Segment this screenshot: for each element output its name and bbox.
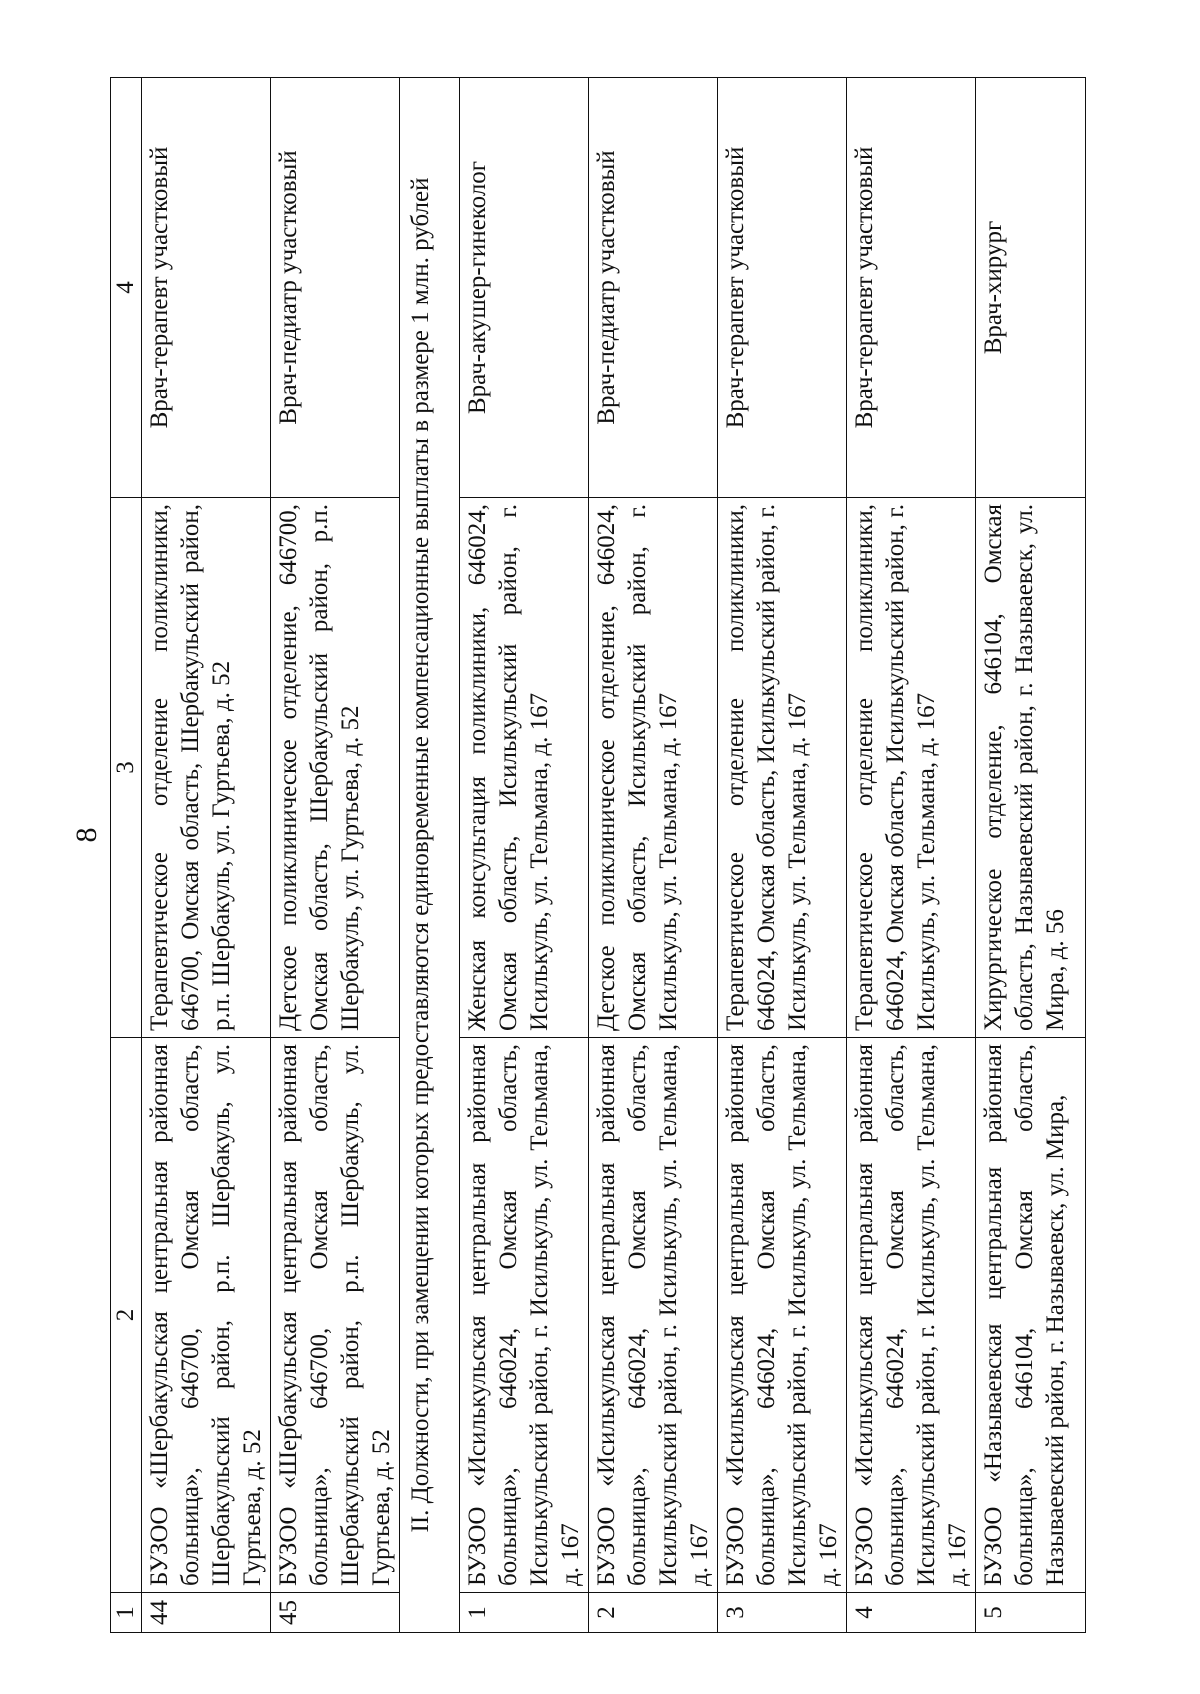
positions-table <box>110 77 1086 1633</box>
page-number: 8 <box>70 827 103 843</box>
table-row <box>718 78 847 1633</box>
table-row <box>589 78 718 1633</box>
organization-cell: БУЗОО «Исилькульская центральная районная больница», 646024, Омская область, Исилькульский район, г. Исилькуль, ул. Тельмана, д. 167 <box>718 1038 847 1593</box>
position-cell: Врач-акушер-гинеколог <box>460 78 589 498</box>
table-row <box>271 78 400 1633</box>
row-number: 3 <box>718 1593 847 1633</box>
organization-cell: БУЗОО «Исилькульская центральная районная больница», 646024, Омская область, Исилькульский район, г. Исилькуль, ул. Тельмана, д. 167 <box>460 1038 589 1593</box>
organization-cell: БУЗОО «Шербакульская центральная районная больница», 646700, Омская область, Шербакульский район, р.п. Шербакуль, ул. Гуртьева, д. 52 <box>271 1038 400 1593</box>
department-cell: Женская консультация поликлиники, 646024, Омская область, Исилькульский район, г. Исилькуль, ул. Тельмана, д. 167 <box>460 498 589 1038</box>
department-cell: Детское поликлиническое отделение, 646700, Омская область, Шербакульский район, р.п. Шербакуль, ул. Гуртьева, д. 52 <box>271 498 400 1038</box>
organization-cell: БУЗОО «Исилькульская центральная районная больница», 646024, Омская область, Исилькульский район, г. Исилькуль, ул. Тельмана, д. 167 <box>847 1038 976 1593</box>
row-number: 1 <box>460 1593 589 1633</box>
section-row <box>400 78 460 1633</box>
position-cell: Врач-педиатр участковый <box>271 78 400 498</box>
position-cell: Врач-терапевт участковый <box>718 78 847 498</box>
rotated-table-container <box>110 78 1128 1633</box>
organization-cell: БУЗОО «Шербакульская центральная районная больница», 646700, Омская область, Шербакульский район, р.п. Шербакуль, ул. Гуртьева, д. 52 <box>142 1038 271 1593</box>
organization-cell: БУЗОО «Называевская центральная районная больница», 646104, Омская область, Называевский район, г. Называевск, ул. Мира, <box>976 1038 1086 1593</box>
department-cell: Терапевтическое отделение поликлиники, 646024, Омская область, Исилькульский район, г. Исилькуль, ул. Тельмана, д. 167 <box>847 498 976 1038</box>
row-number: 45 <box>271 1593 400 1633</box>
position-cell: Врач-терапевт участковый <box>142 78 271 498</box>
row-number: 44 <box>142 1593 271 1633</box>
header-col-1: 1 <box>111 1593 142 1633</box>
row-number: 4 <box>847 1593 976 1633</box>
department-cell: Детское поликлиническое отделение, 646024, Омская область, Исилькульский район, г. Исилькуль, ул. Тельмана, д. 167 <box>589 498 718 1038</box>
position-cell: Врач-хирург <box>976 78 1086 498</box>
table-row <box>142 78 271 1633</box>
table-row <box>460 78 589 1633</box>
organization-cell: БУЗОО «Исилькульская центральная районная больница», 646024, Омская область, Исилькульский район, г. Исилькуль, ул. Тельмана, д. 167 <box>589 1038 718 1593</box>
header-col-2: 2 <box>111 1038 142 1593</box>
header-col-4: 4 <box>111 78 142 498</box>
row-number: 5 <box>976 1593 1086 1633</box>
department-cell: Терапевтическое отделение поликлиники, 646024, Омская область, Исилькульский район, г. Исилькуль, ул. Тельмана, д. 167 <box>718 498 847 1038</box>
table-header-row <box>111 78 142 1633</box>
position-cell: Врач-педиатр участковый <box>589 78 718 498</box>
position-cell: Врач-терапевт участковый <box>847 78 976 498</box>
table-row <box>976 78 1086 1633</box>
row-number: 2 <box>589 1593 718 1633</box>
section-title: II. Должности, при замещении которых предоставляются единовременные компенсационные выплаты в размере 1 млн. рублей <box>400 78 460 1633</box>
department-cell: Терапевтическое отделение поликлиники, 646700, Омская область, Шербакульский район, р.п. Шербакуль, ул. Гуртьева, д. 52 <box>142 498 271 1038</box>
table-row <box>847 78 976 1633</box>
department-cell: Хирургическое отделение, 646104, Омская область, Называевский район, г. Называевск, ул. Мира, д. 56 <box>976 498 1086 1038</box>
header-col-3: 3 <box>111 498 142 1038</box>
